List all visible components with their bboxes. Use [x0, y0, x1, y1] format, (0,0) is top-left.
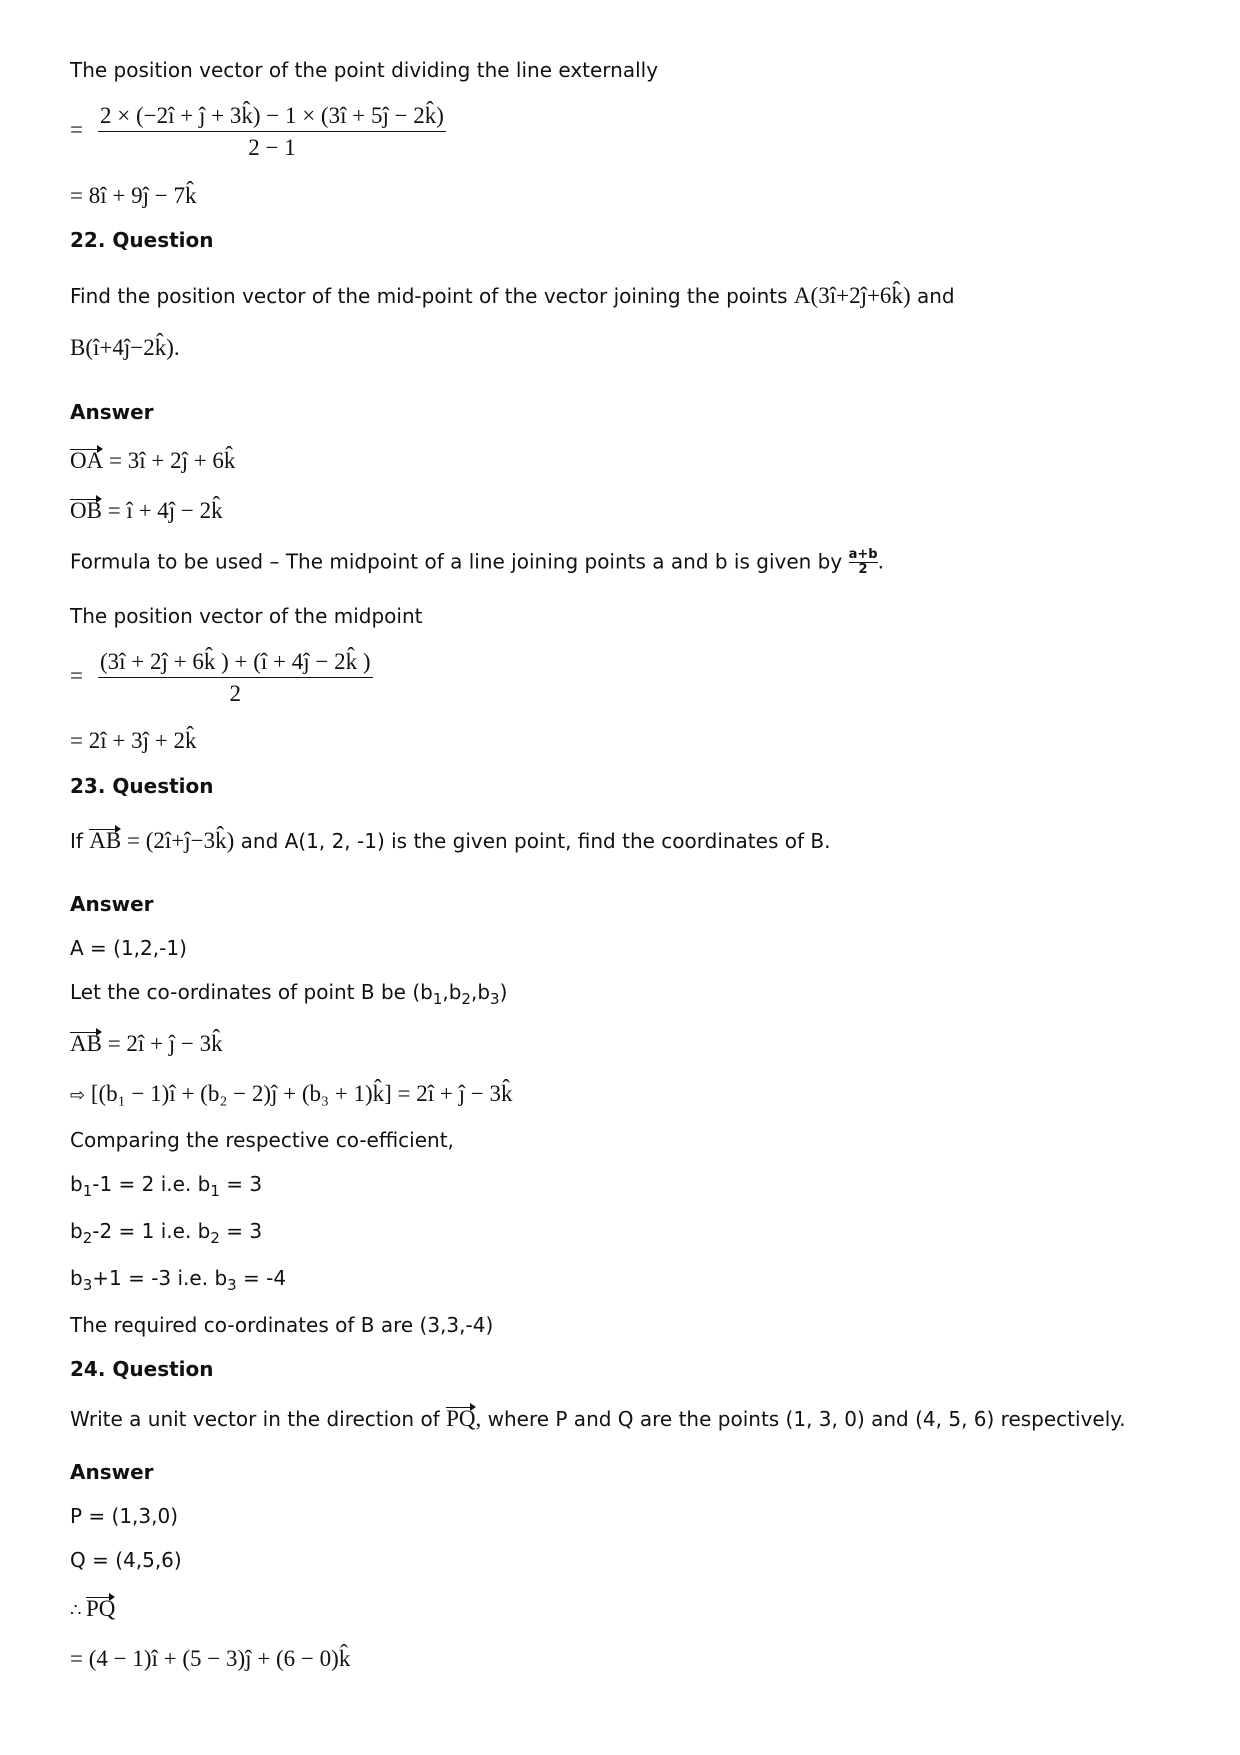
- subscript: 1: [432, 990, 443, 1008]
- q21-result: = 8î + 9ĵ − 7k̂: [70, 183, 197, 208]
- paren-open: (: [810, 283, 819, 308]
- q22-fraction-numerator: (3î + 2ĵ + 6k̂ ) + (î + 4ĵ − 2k̂ ): [98, 648, 373, 678]
- q22-fraction-denominator: 2: [229, 680, 242, 706]
- paren-close: ): [902, 283, 911, 308]
- subscript: 3: [227, 1276, 237, 1294]
- q23-b1-line: [70, 1172, 262, 1200]
- q22-heading: 22. Question: [70, 228, 214, 252]
- q24-rest: where P and Q are the points (1, 3, 0) and (4, 5, 6) respectively.: [481, 1407, 1126, 1431]
- subscript: 1: [82, 1182, 93, 1200]
- q22-fraction: [98, 648, 373, 707]
- comma-b: ,b: [470, 980, 491, 1004]
- q24-question-line: [70, 1405, 1126, 1433]
- q24-heading: 24. Question: [70, 1357, 214, 1381]
- pq-vector-name: PQ: [85, 1596, 116, 1621]
- equals-sign: =: [70, 662, 83, 688]
- point-a-label: A: [793, 283, 811, 308]
- q23-a-line: A = (1,2,-1): [70, 936, 187, 960]
- paren-close: ): [166, 335, 174, 360]
- formula-denominator: 2: [858, 562, 868, 578]
- ab-vector-value: 2î+ĵ−3k̂: [153, 828, 227, 853]
- q23-b3-line: [70, 1266, 286, 1294]
- ab-value: = 2î + ĵ − 3k̂: [107, 1031, 223, 1056]
- formula-numerator: a+b: [848, 547, 878, 562]
- paren-open: (: [85, 335, 94, 360]
- therefore-symbol: ∴: [70, 1600, 86, 1620]
- q22-fraction-line: [70, 648, 373, 707]
- ob-line: [70, 497, 223, 525]
- q24-p-line: P = (1,3,0): [70, 1504, 179, 1528]
- b1-result: = 3: [219, 1172, 263, 1196]
- subscript: 2: [210, 1229, 220, 1247]
- q24-therefore-line: [70, 1595, 115, 1623]
- q23-rest: and A(1, 2, -1) is the given point, find the coordinates of B.: [234, 829, 831, 853]
- point-a-vector: 3î+2ĵ+6k̂: [818, 283, 903, 308]
- q22-text: Find the position vector of the mid-point of the vector joining the points: [70, 284, 794, 308]
- let-text: Let the co-ordinates of point B be (b: [70, 980, 433, 1004]
- q21-fraction-denominator: 2 − 1: [248, 134, 296, 160]
- q22-answer-label: Answer: [70, 400, 154, 424]
- comma: ,: [475, 1406, 482, 1431]
- subscript: 2: [461, 990, 471, 1008]
- q23-b2-line: [70, 1219, 262, 1247]
- subscript: 2: [82, 1229, 93, 1247]
- b-var: b: [70, 1266, 83, 1290]
- subscript: 1: [210, 1182, 220, 1200]
- q24-expression: = (4 − 1)î + (5 − 3)ĵ + (6 − 0)k̂: [70, 1646, 351, 1671]
- q23-ab-line: [70, 1030, 223, 1058]
- equals-sign: =: [70, 116, 83, 142]
- q22-result: = 2î + 3ĵ + 2k̂: [70, 728, 197, 753]
- q21-fraction-line: [70, 102, 446, 161]
- close-paren: ): [499, 980, 508, 1004]
- q23-compare-text: Comparing the respective co-efficient,: [70, 1128, 454, 1152]
- q24-answer-label: Answer: [70, 1460, 154, 1484]
- b-var: b: [70, 1219, 83, 1243]
- q24-text: Write a unit vector in the direction of: [70, 1407, 447, 1431]
- paren-open: (: [145, 828, 154, 853]
- comma-b: ,b: [442, 980, 462, 1004]
- q22-question-line2: [70, 334, 180, 362]
- q22-midpoint-intro: The position vector of the midpoint: [70, 604, 423, 628]
- q23-bracket-line: [70, 1080, 513, 1108]
- equals: =: [121, 828, 146, 853]
- oa-vector-name: OA: [70, 448, 104, 473]
- formula-text: Formula to be used – The midpoint of a line joining points a and b is given by: [70, 549, 849, 574]
- ob-vector-name: OB: [70, 498, 102, 523]
- b2-equation: -2 = 1 i.e. b: [92, 1219, 211, 1243]
- oa-line: [70, 447, 235, 475]
- q23-let-line: [70, 980, 507, 1008]
- b3-result: = -4: [236, 1266, 287, 1290]
- q23-conclusion: The required co-ordinates of B are (3,3,-4): [70, 1313, 494, 1337]
- ab-vector-name: AB: [89, 828, 122, 853]
- bracket-expression: [(b₁ − 1)î + (b₂ − 2)ĵ + (b₃ + 1)k̂] = 2î + ĵ − 3k̂: [90, 1081, 513, 1106]
- q23-question-line: [70, 827, 830, 855]
- b1-equation: -1 = 2 i.e. b: [92, 1172, 211, 1196]
- q22-formula-line: [70, 548, 884, 578]
- q24-q-line: Q = (4,5,6): [70, 1548, 182, 1572]
- b-var: b: [70, 1172, 83, 1196]
- pq-vector-name: PQ: [446, 1406, 476, 1431]
- oa-value: = 3î + 2ĵ + 6k̂: [108, 448, 236, 473]
- q22-question-line1: [70, 282, 955, 310]
- paren-close: ): [226, 828, 235, 853]
- ab-vector-name: AB: [70, 1031, 102, 1056]
- q23-heading: 23. Question: [70, 774, 214, 798]
- q21-fraction: [98, 102, 446, 161]
- period: .: [173, 335, 180, 360]
- point-b-label: B: [70, 335, 86, 360]
- subscript: 3: [490, 990, 500, 1008]
- ob-value: = î + 4ĵ − 2k̂: [107, 498, 223, 523]
- formula-fraction: [849, 548, 878, 578]
- point-b-vector: î+4ĵ−2k̂: [93, 335, 167, 360]
- q22-and: and: [910, 284, 955, 308]
- period: .: [877, 549, 884, 574]
- b2-result: = 3: [219, 1219, 263, 1243]
- q23-answer-label: Answer: [70, 892, 154, 916]
- b3-equation: +1 = -3 i.e. b: [92, 1266, 228, 1290]
- q21-intro-text: The position vector of the point dividing the line externally: [70, 58, 659, 82]
- q21-fraction-numerator: 2 × (−2î + ĵ + 3k̂) − 1 × (3î + 5ĵ − 2k̂): [98, 102, 446, 132]
- subscript: 3: [82, 1276, 93, 1294]
- q23-if: If: [70, 829, 90, 853]
- right-arrow-icon: ⇨: [70, 1085, 86, 1106]
